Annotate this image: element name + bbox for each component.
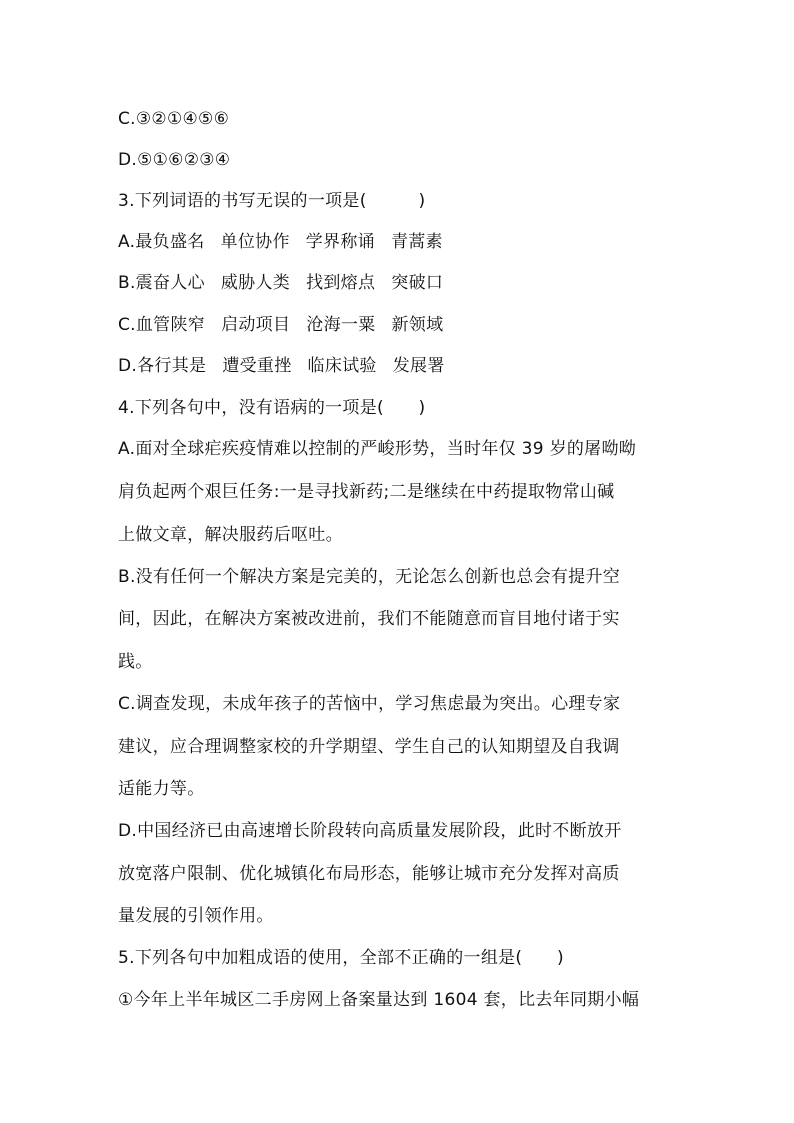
q4-option-c-line: 适能力等。 <box>118 779 205 799</box>
option-word: 震奋人心 <box>135 273 205 293</box>
q4-option-b-line: 践。 <box>118 652 153 672</box>
q4-option-a-line: 肩负起两个艰巨任务:一是寻找新药;二是继续在中药提取物常山碱 <box>118 482 615 502</box>
q4-stem: 4.下列各句中，没有语病的一项是( ) <box>118 398 426 418</box>
option-word: 发展署 <box>392 356 445 376</box>
option-word: 血管陕窄 <box>135 315 206 335</box>
option-word: 找到熔点 <box>306 273 376 293</box>
option-word: 青蒿素 <box>390 232 443 252</box>
q3-option-c <box>118 313 678 337</box>
q3-stem: 3.下列词语的书写无误的一项是( ) <box>118 191 426 211</box>
q5-stem: 5.下列各句中加粗成语的使用，全部不正确的一组是( ) <box>118 948 564 968</box>
option-word: 各行其是 <box>137 356 207 376</box>
q4-option-b-line: B.没有任何一个解决方案是完美的，无论怎么创新也总会有提升空 <box>118 567 621 587</box>
option-word: 新领域 <box>391 315 444 335</box>
q2-option-d: D.⑤①⑥②③④ <box>118 150 231 170</box>
option-label: D. <box>118 356 138 376</box>
q3-option-a <box>118 230 678 254</box>
option-label: C. <box>118 315 136 335</box>
q4-option-c-line: 建议，应合理调整家校的升学期望、学生自己的认知期望及自我调 <box>118 737 620 757</box>
q3-option-b <box>118 271 678 295</box>
option-label: B. <box>118 273 136 293</box>
option-word: 单位协作 <box>220 232 290 252</box>
q2-option-c: C.③②①④⑤⑥ <box>118 109 230 129</box>
q4-option-c-line: C.调查发现，未成年孩子的苦恼中，学习焦虑最为突出。心理专家 <box>118 694 621 714</box>
option-word: 学界称诵 <box>305 232 375 252</box>
q4-option-d-line: 量发展的引领作用。 <box>118 906 274 926</box>
q4-option-d-line: D.中国经济已由高速增长阶段转向高质量发展阶段，此时不断放开 <box>118 821 622 841</box>
q4-option-a-line: 上做文章，解决服药后呕吐。 <box>118 525 343 545</box>
option-word: 最负盛名 <box>135 232 205 252</box>
q4-option-a-line: A.面对全球疟疾疫情难以控制的严峻形势，当时年仅 39 岁的屠呦呦 <box>118 439 637 459</box>
option-word: 威胁人类 <box>220 273 291 293</box>
option-word: 启动项目 <box>221 315 291 335</box>
q4-option-d-line: 放宽落户限制、优化城镇化布局形态，能够让城市充分发挥对高质 <box>118 864 620 884</box>
option-word: 突破口 <box>391 273 444 293</box>
option-word: 遭受重挫 <box>222 356 292 376</box>
q5-item-1: ①今年上半年城区二手房网上备案量达到 1604 套，比去年同期小幅 <box>118 990 640 1010</box>
option-word: 临床试验 <box>307 356 377 376</box>
q4-option-b-line: 间，因此，在解决方案被改进前，我们不能随意而盲目地付诸于实 <box>118 609 620 629</box>
q3-option-d <box>118 354 678 378</box>
option-label: A. <box>118 232 136 252</box>
option-word: 沧海一粟 <box>306 315 376 335</box>
